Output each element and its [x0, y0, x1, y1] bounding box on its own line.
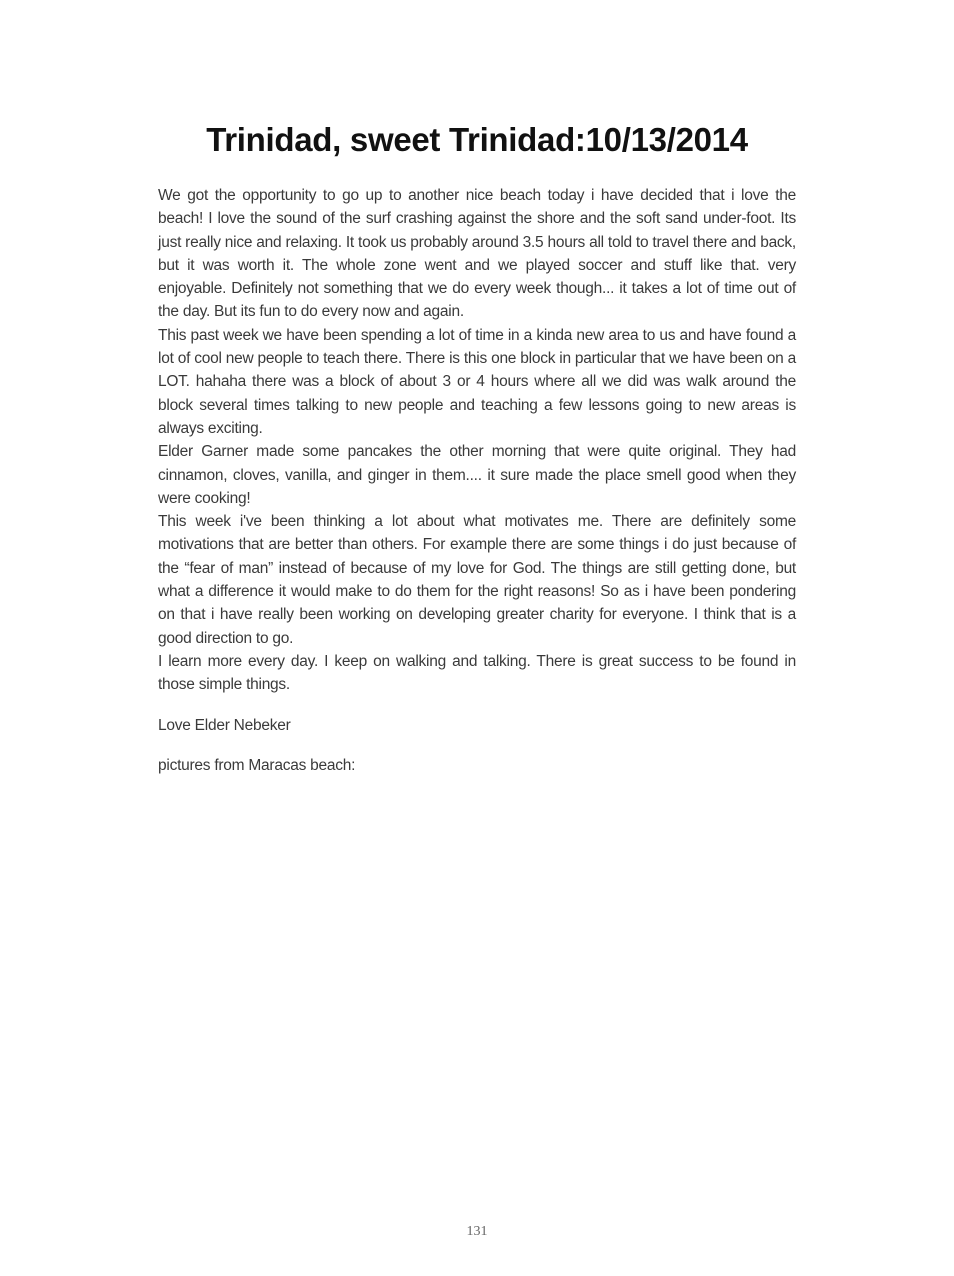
paragraph-pancakes: Elder Garner made some pancakes the other morning that were quite original. They had cinnamon, cloves, vanilla, and ginger in them.... it sure made the place smell good when they were cooking!	[158, 443, 796, 507]
body-text	[158, 184, 796, 777]
paragraph-learn-more: I learn more every day. I keep on walking and talking. There is great success to be found in those simple things.	[158, 652, 796, 694]
signature: Love Elder Nebeker	[158, 716, 291, 734]
paragraph-beach: We got the opportunity to go up to another nice beach today i have decided that i love the beach! I love the sound of the surf crashing against the shore and the soft sand under-foot. Its just really nice and relaxing. It took us probably around 3.5 hours all told to travel there and back, but it was worth it. The whole zone went and we played soccer and stuff like that. very enjoyable. Definitely not something that we do every week though... it takes a lot of time out of the day. But its fun to do every now and again.	[158, 187, 796, 321]
page-title: Trinidad, sweet Trinidad:10/13/2014	[206, 121, 748, 158]
paragraph-new-area: This past week we have been spending a lot of time in a kinda new area to us and have found a lot of cool new people to teach there. There is this one block in particular that we have been on a LOT. hahaha there was a block of about 3 or 4 hours where all we did was walk around the block several times talking to new people and teaching a few lessons going to new areas is always exciting.	[158, 326, 796, 437]
photo-caption: pictures from Maracas beach:	[158, 756, 356, 774]
page-number: 131	[466, 1224, 488, 1239]
paragraph-motivations: This week i've been thinking a lot about what motivates me. There are definitely some motivations that are better than others. For example there are some things i do just because of the “fear of man” instead of because of my love for God. The things are still getting done, but what a difference it would make to do them for the right reasons! So as i have been pondering on that i have really been working on developing greater charity for everyone. I think that is a good direction to go.	[158, 513, 796, 647]
